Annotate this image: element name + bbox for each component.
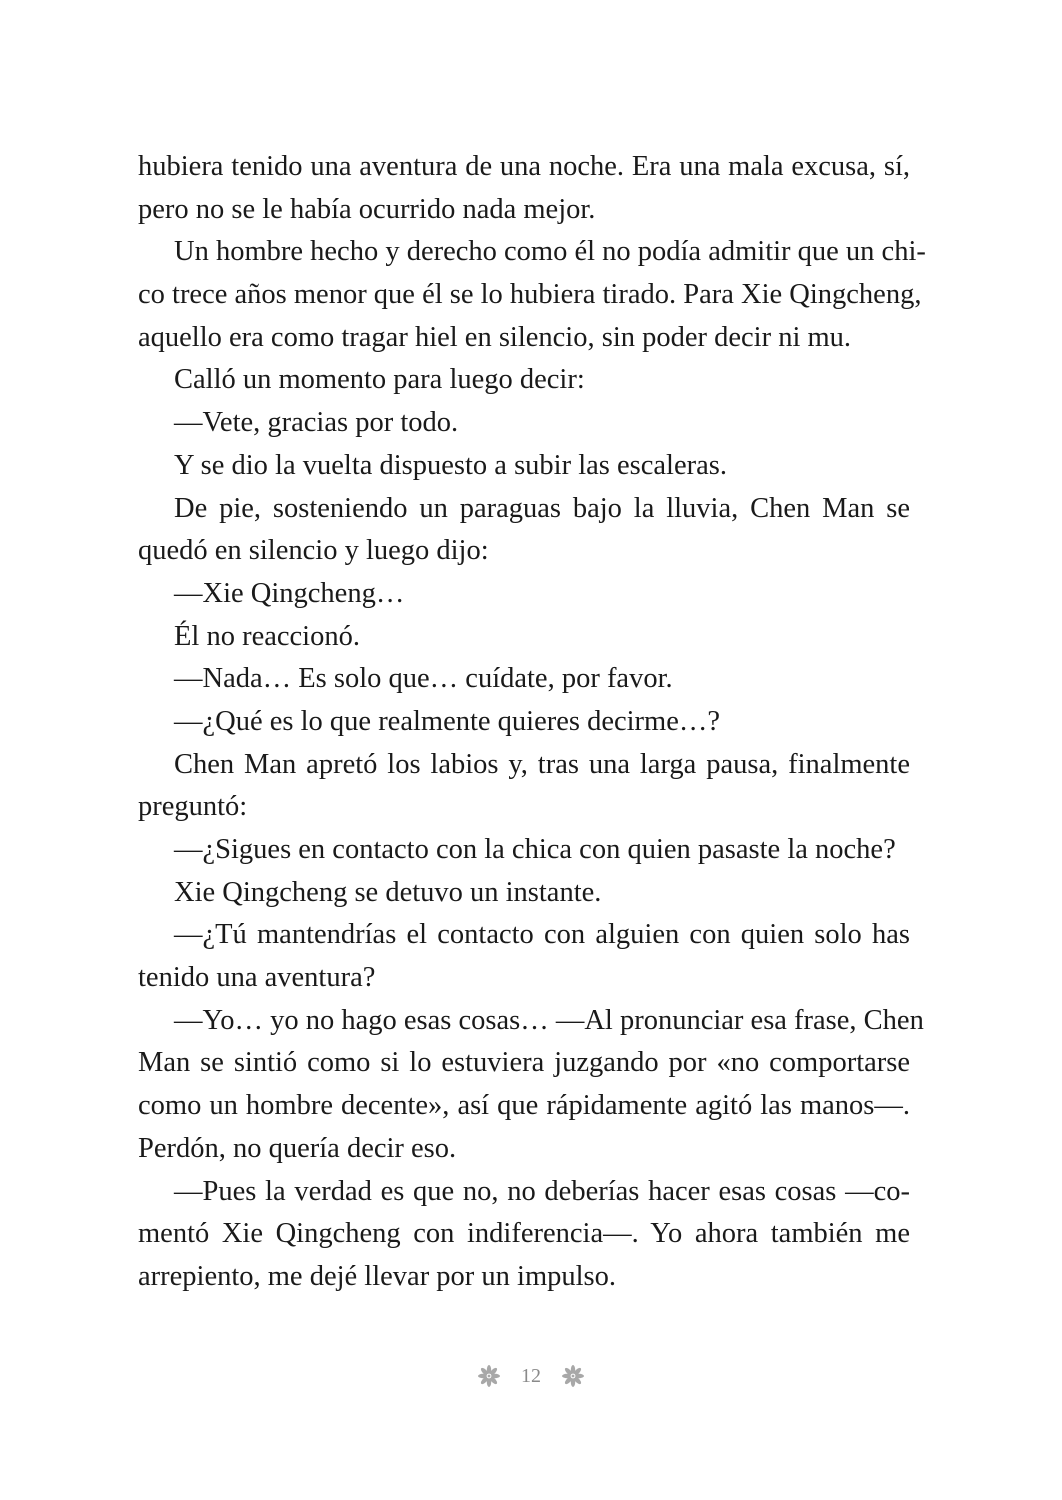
page-folio [0,1356,1062,1396]
text-line: co trece años menor que él se lo hubiera tirado. Para Xie Qingcheng, [138,279,922,311]
text-line: hubiera tenido una aventura de una noche. Era una mala excusa, sí, [138,151,910,182]
text-line: como un hombre decente», así que rápidamente agitó las manos—. [138,1090,910,1122]
text-line: Man se sintió como si lo estuviera juzgando por «no comportarse [138,1047,910,1079]
text-line: pero no se le había ocurrido nada mejor. [138,193,596,225]
text-line: Y se dio la vuelta dispuesto a subir las escaleras. [174,449,727,481]
text-line: —¿Qué es lo que realmente quieres decirme…? [174,705,721,737]
flower-ornament-icon [561,1364,585,1388]
text-line: mentó Xie Qingcheng con indiferencia—. Yo ahora también me [138,1218,910,1250]
text-line: —¿Tú mantendrías el contacto con alguien con quien solo has [174,919,910,951]
text-line: tenido una aventura? [138,962,376,994]
text-line: Perdón, no quería decir eso. [138,1132,457,1164]
text-line: Chen Man apretó los labios y, tras una larga pausa, finalmente [174,748,910,780]
text-line: —¿Sigues en contacto con la chica con quien pasaste la noche? [174,834,896,865]
text-line: —Yo… yo no hago esas cosas… —Al pronunciar esa frase, Chen [174,1004,924,1036]
page-number: 12 [521,1364,541,1387]
text-line: quedó en silencio y luego dijo: [138,535,489,567]
text-line: Xie Qingcheng se detuvo un instante. [174,876,602,908]
text-line: preguntó: [138,791,248,823]
flower-ornament-icon [477,1364,501,1388]
text-line: Calló un momento para luego decir: [174,364,585,396]
text-line: —Xie Qingcheng… [174,577,405,609]
text-line: Él no reaccionó. [174,620,360,652]
text-line: —Vete, gracias por todo. [174,407,459,439]
body-text [138,146,926,1299]
text-line: aquello era como tragar hiel en silencio, sin poder decir ni mu. [138,321,852,353]
text-line: De pie, sosteniendo un paraguas bajo la lluvia, Chen Man se [174,492,910,524]
text-line: —Pues la verdad es que no, no deberías hacer esas cosas —co- [174,1175,910,1207]
text-line: Un hombre hecho y derecho como él no podía admitir que un chi- [174,236,926,268]
text-line: —Nada… Es solo que… cuídate, por favor. [174,663,673,695]
text-line: arrepiento, me dejé llevar por un impulso. [138,1260,617,1292]
